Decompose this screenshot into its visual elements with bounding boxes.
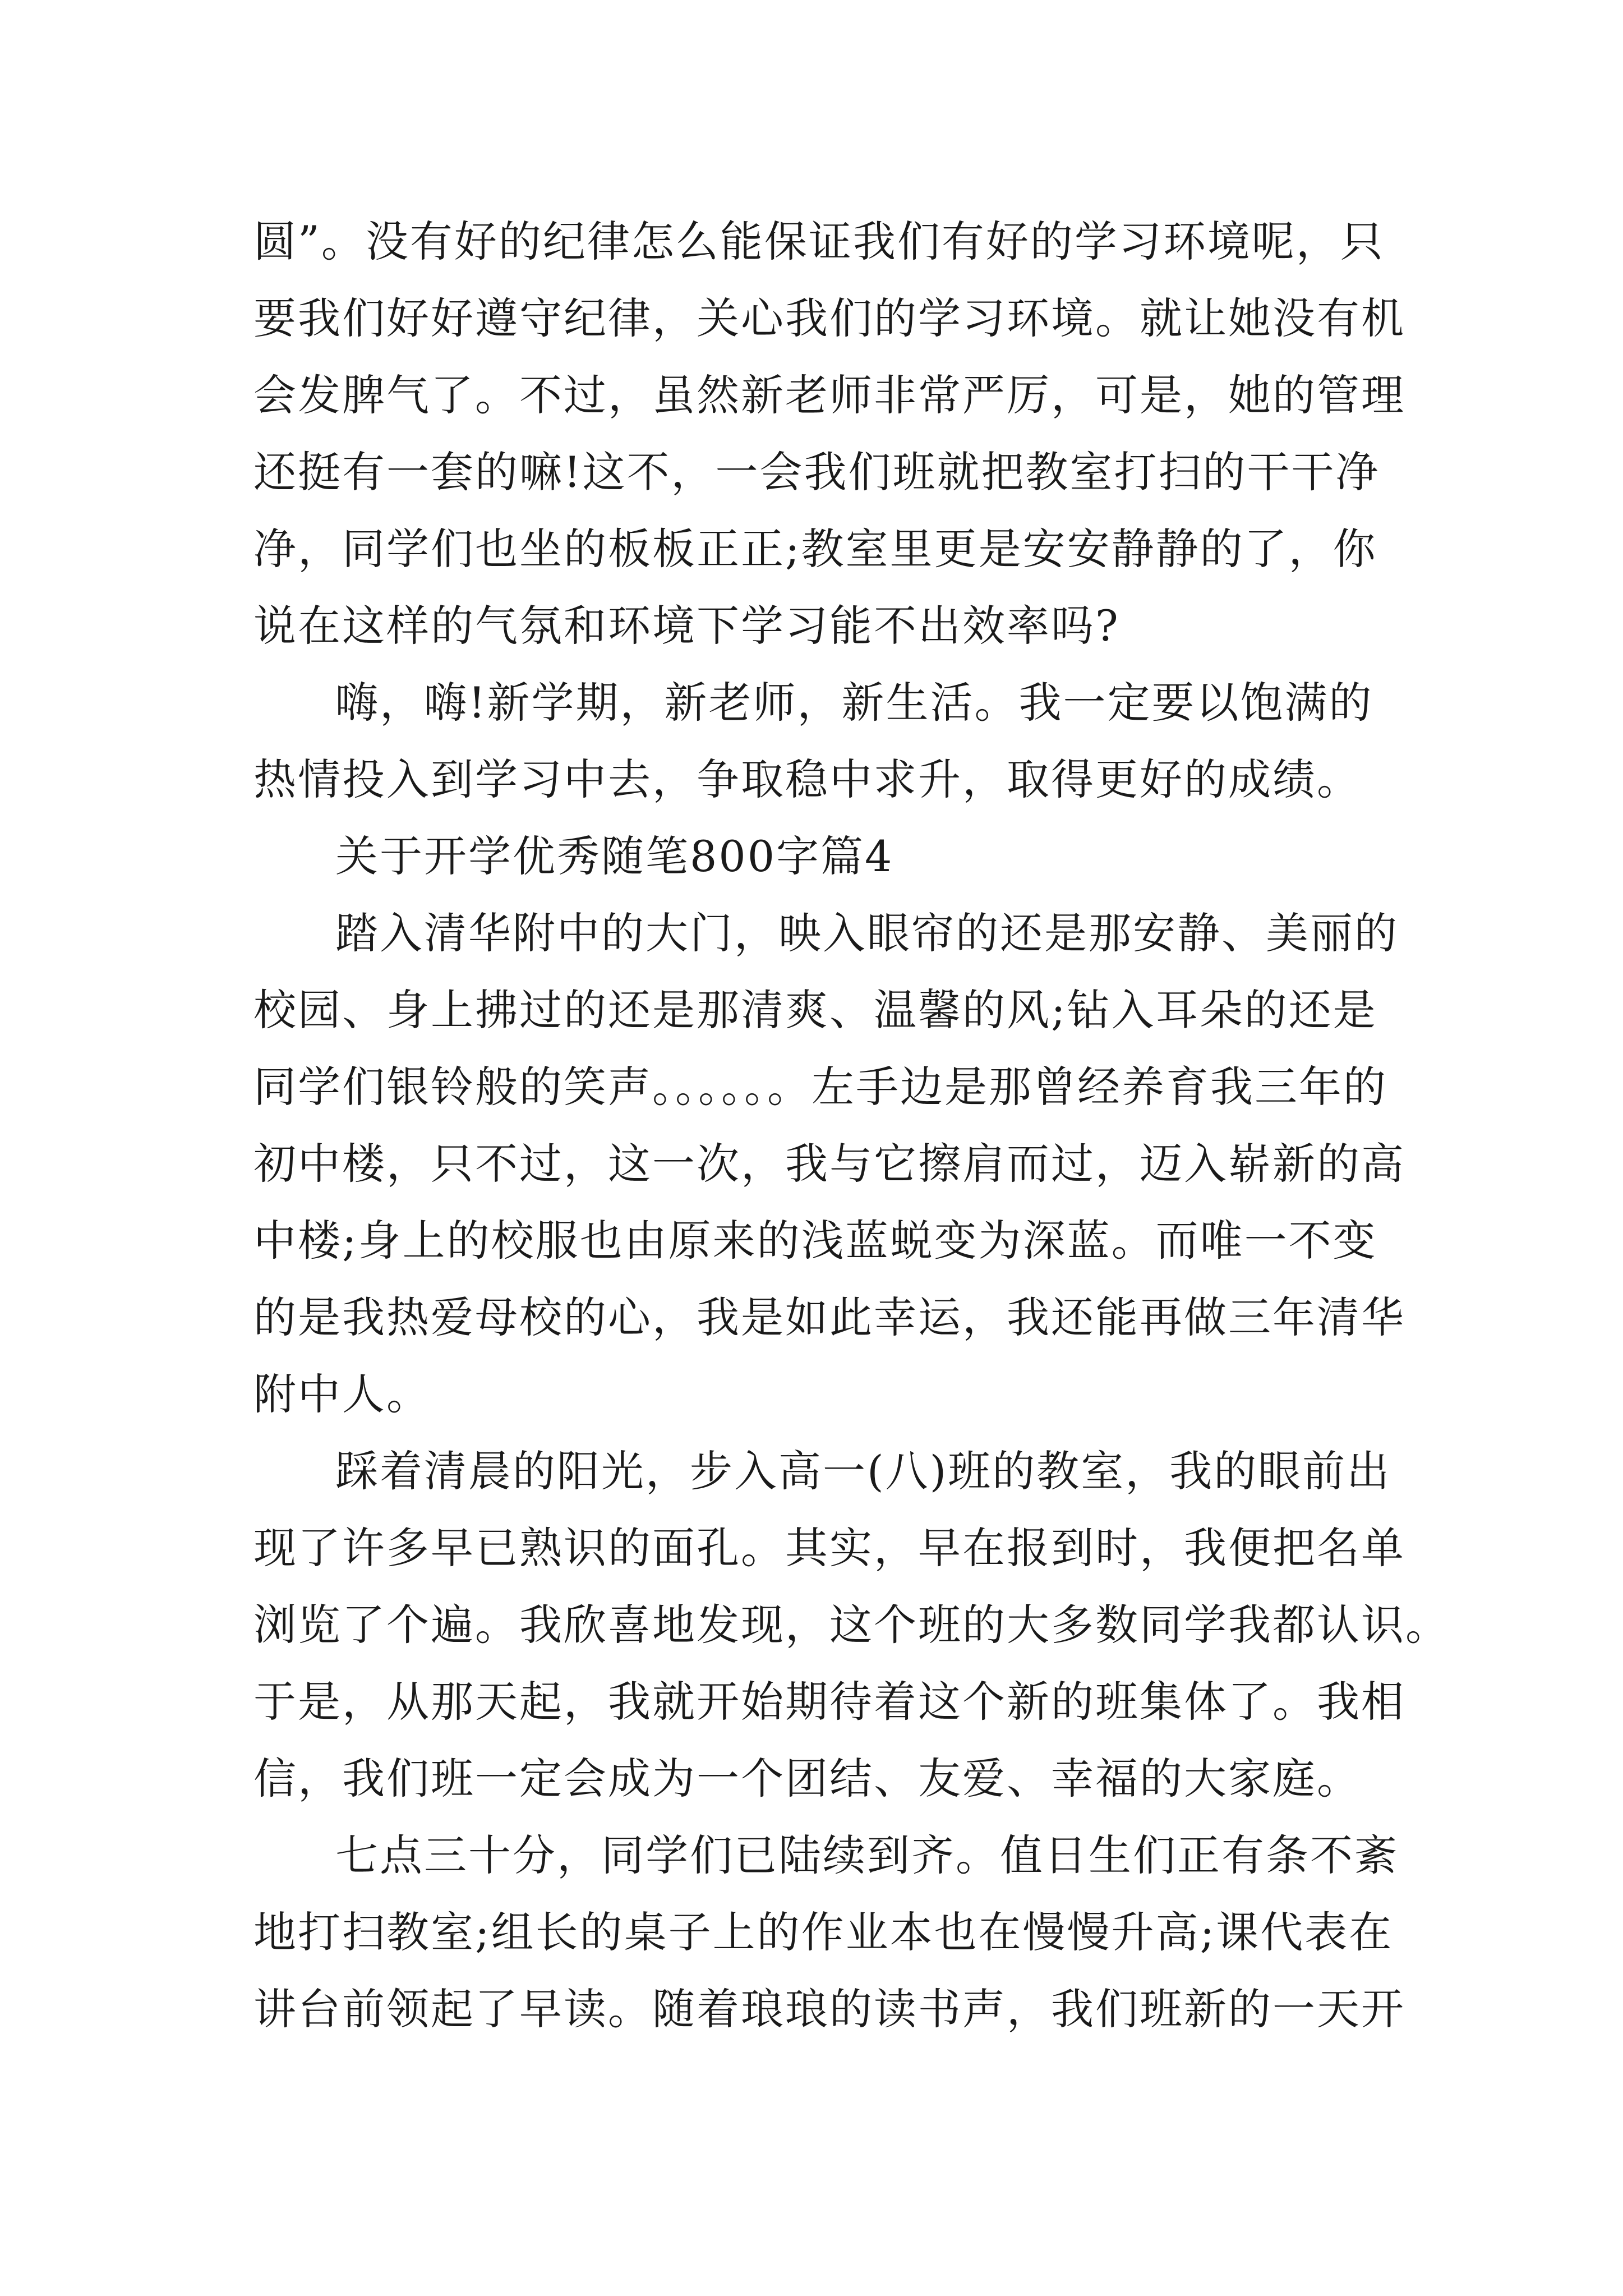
text-line: 校园、身上拂过的还是那清爽、温馨的风;钻入耳朵的还是 <box>253 985 1377 1035</box>
text-line: 净，同学们也坐的板板正正;教室里更是安安静静的了，你 <box>253 524 1377 574</box>
text-line: 浏览了个遍。我欣喜地发现，这个班的大多数同学我都认识。 <box>253 1600 1450 1650</box>
text-line: 嗨，嗨!新学期，新老师，新生活。我一定要以饱满的 <box>335 678 1373 728</box>
text-line: 中楼;身上的校服也由原来的浅蓝蜕变为深蓝。而唯一不变 <box>253 1216 1377 1266</box>
text-line: 圆”。没有好的纪律怎么能保证我们有好的学习环境呢，只 <box>253 217 1385 266</box>
text-line: 要我们好好遵守纪律，关心我们的学习环境。就让她没有机 <box>253 293 1405 343</box>
text-line: 踩着清晨的阳光，步入高一(八)班的教室，我的眼前出 <box>335 1446 1391 1496</box>
text-line: 说在这样的气氛和环境下学习能不出效率吗? <box>253 601 1120 651</box>
section-heading: 关于开学优秀随笔800字篇4 <box>335 831 894 881</box>
text-line: 七点三十分，同学们已陆续到齐。值日生们正有条不紊 <box>335 1830 1399 1880</box>
text-line: 会发脾气了。不过，虽然新老师非常严厉，可是，她的管理 <box>253 370 1405 420</box>
text-line: 还挺有一套的嘛!这不，一会我们班就把教室打扫的干干净 <box>253 447 1380 497</box>
text-line: 同学们银铃般的笑声。。。。。。左手边是那曾经养育我三年的 <box>253 1062 1387 1112</box>
text-line: 现了许多早已熟识的面孔。其实，早在报到时，我便把名单 <box>253 1523 1405 1573</box>
text-line: 踏入清华附中的大门，映入眼帘的还是那安静、美丽的 <box>335 908 1399 958</box>
text-line: 于是，从那天起，我就开始期待着这个新的班集体了。我相 <box>253 1677 1405 1727</box>
text-line: 附中人。 <box>253 1369 431 1419</box>
text-line: 地打扫教室;组长的桌子上的作业本也在慢慢升高;课代表在 <box>253 1907 1394 1957</box>
text-line: 热情投入到学习中去，争取稳中求升，取得更好的成绩。 <box>253 754 1361 804</box>
text-line: 初中楼，只不过，这一次，我与它擦肩而过，迈入崭新的高 <box>253 1139 1405 1189</box>
text-line: 信，我们班一定会成为一个团结、友爱、幸福的大家庭。 <box>253 1754 1361 1803</box>
text-line: 的是我热爱母校的心，我是如此幸运，我还能再做三年清华 <box>253 1292 1405 1342</box>
text-line: 讲台前领起了早读。随着琅琅的读书声，我们班新的一天开 <box>253 1984 1405 2034</box>
document-body <box>253 203 1450 2047</box>
